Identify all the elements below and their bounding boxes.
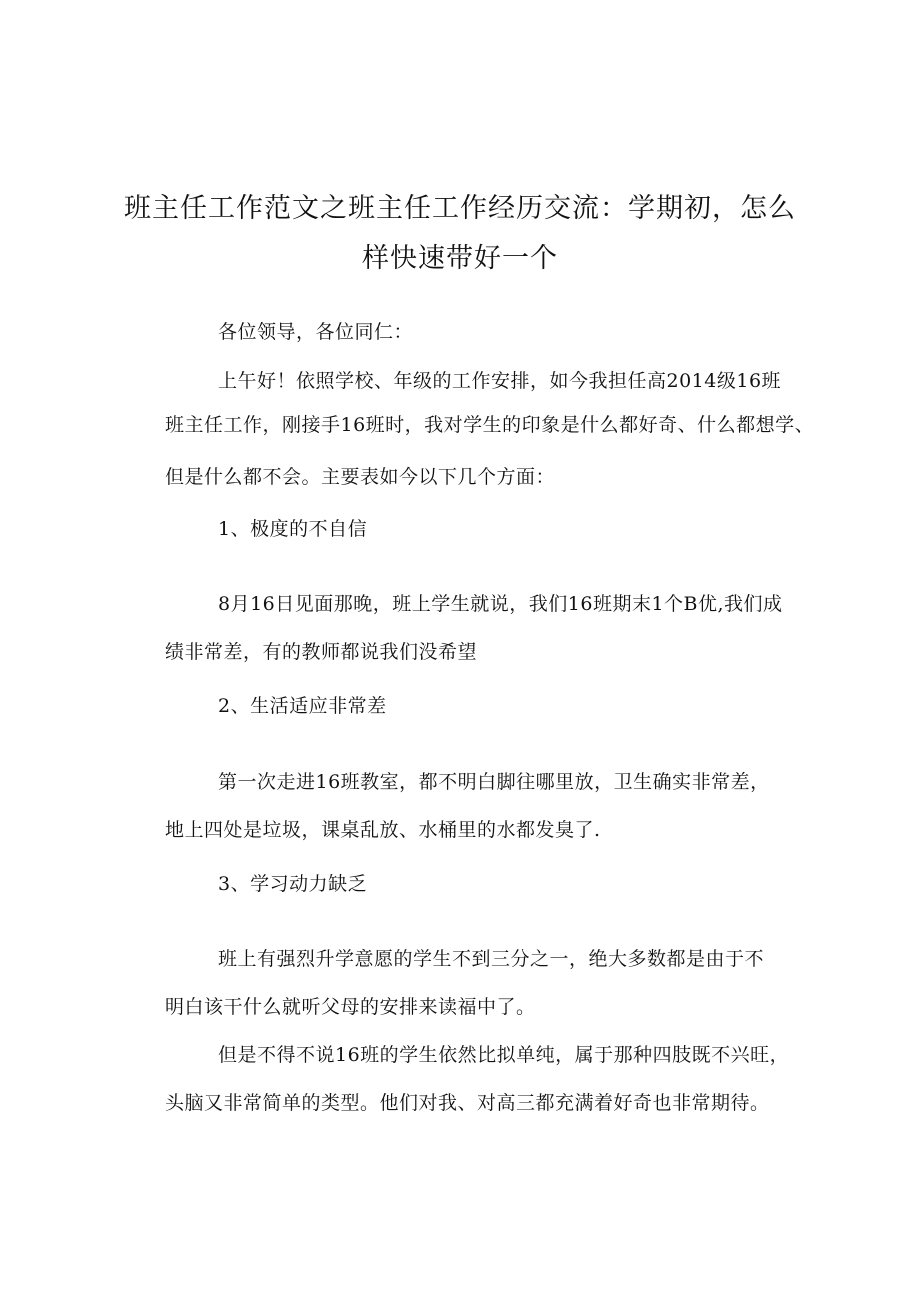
paragraph-1-line-3: 但是什么都不会。主要表如今以下几个方面： [165, 466, 556, 488]
title-line-1: 班主任工作范文之班主任工作经历交流：学期初，怎么 [124, 193, 796, 224]
paragraph-1-line-2: 班主任工作，刚接手16班时，我对学生的印象是什么都好奇、什么都想学、 [165, 414, 815, 436]
section-heading-3: 3、学习动力缺乏 [218, 873, 368, 895]
salutation: 各位领导，各位同仁： [218, 321, 414, 343]
paragraph-4-line-2: 明白该干什么就听父母的安排来读福中了。 [165, 996, 536, 1018]
paragraph-5-line-1: 但是不得不说16班的学生依然比拟单纯，属于那种四肢既不兴旺， [218, 1044, 790, 1066]
paragraph-2-line-2: 绩非常差，有的教师都说我们没希望 [165, 641, 478, 663]
paragraph-4-line-1: 班上有强烈升学意愿的学生不到三分之一，绝大多数都是由于不 [218, 948, 765, 970]
title-line-2: 样快速带好一个 [362, 243, 558, 274]
paragraph-3-line-1: 第一次走进16班教室，都不明白脚往哪里放，卫生确实非常差， [218, 771, 770, 793]
paragraph-2-line-1: 8月16日见面那晚，班上学生就说，我们16班期末1个B优,我们成 [218, 593, 783, 615]
paragraph-3-line-2: 地上四处是垃圾，课桌乱放、水桶里的水都发臭了. [165, 819, 601, 841]
paragraph-1-line-1: 上午好！依照学校、年级的工作安排，如今我担任高2014级16班 [218, 370, 782, 392]
section-heading-2: 2、生活适应非常差 [218, 695, 387, 717]
section-heading-1: 1、极度的不自信 [218, 518, 368, 540]
paragraph-5-line-2: 头脑又非常简单的类型。他们对我、对高三都充满着好奇也非常期待。 [165, 1092, 770, 1114]
